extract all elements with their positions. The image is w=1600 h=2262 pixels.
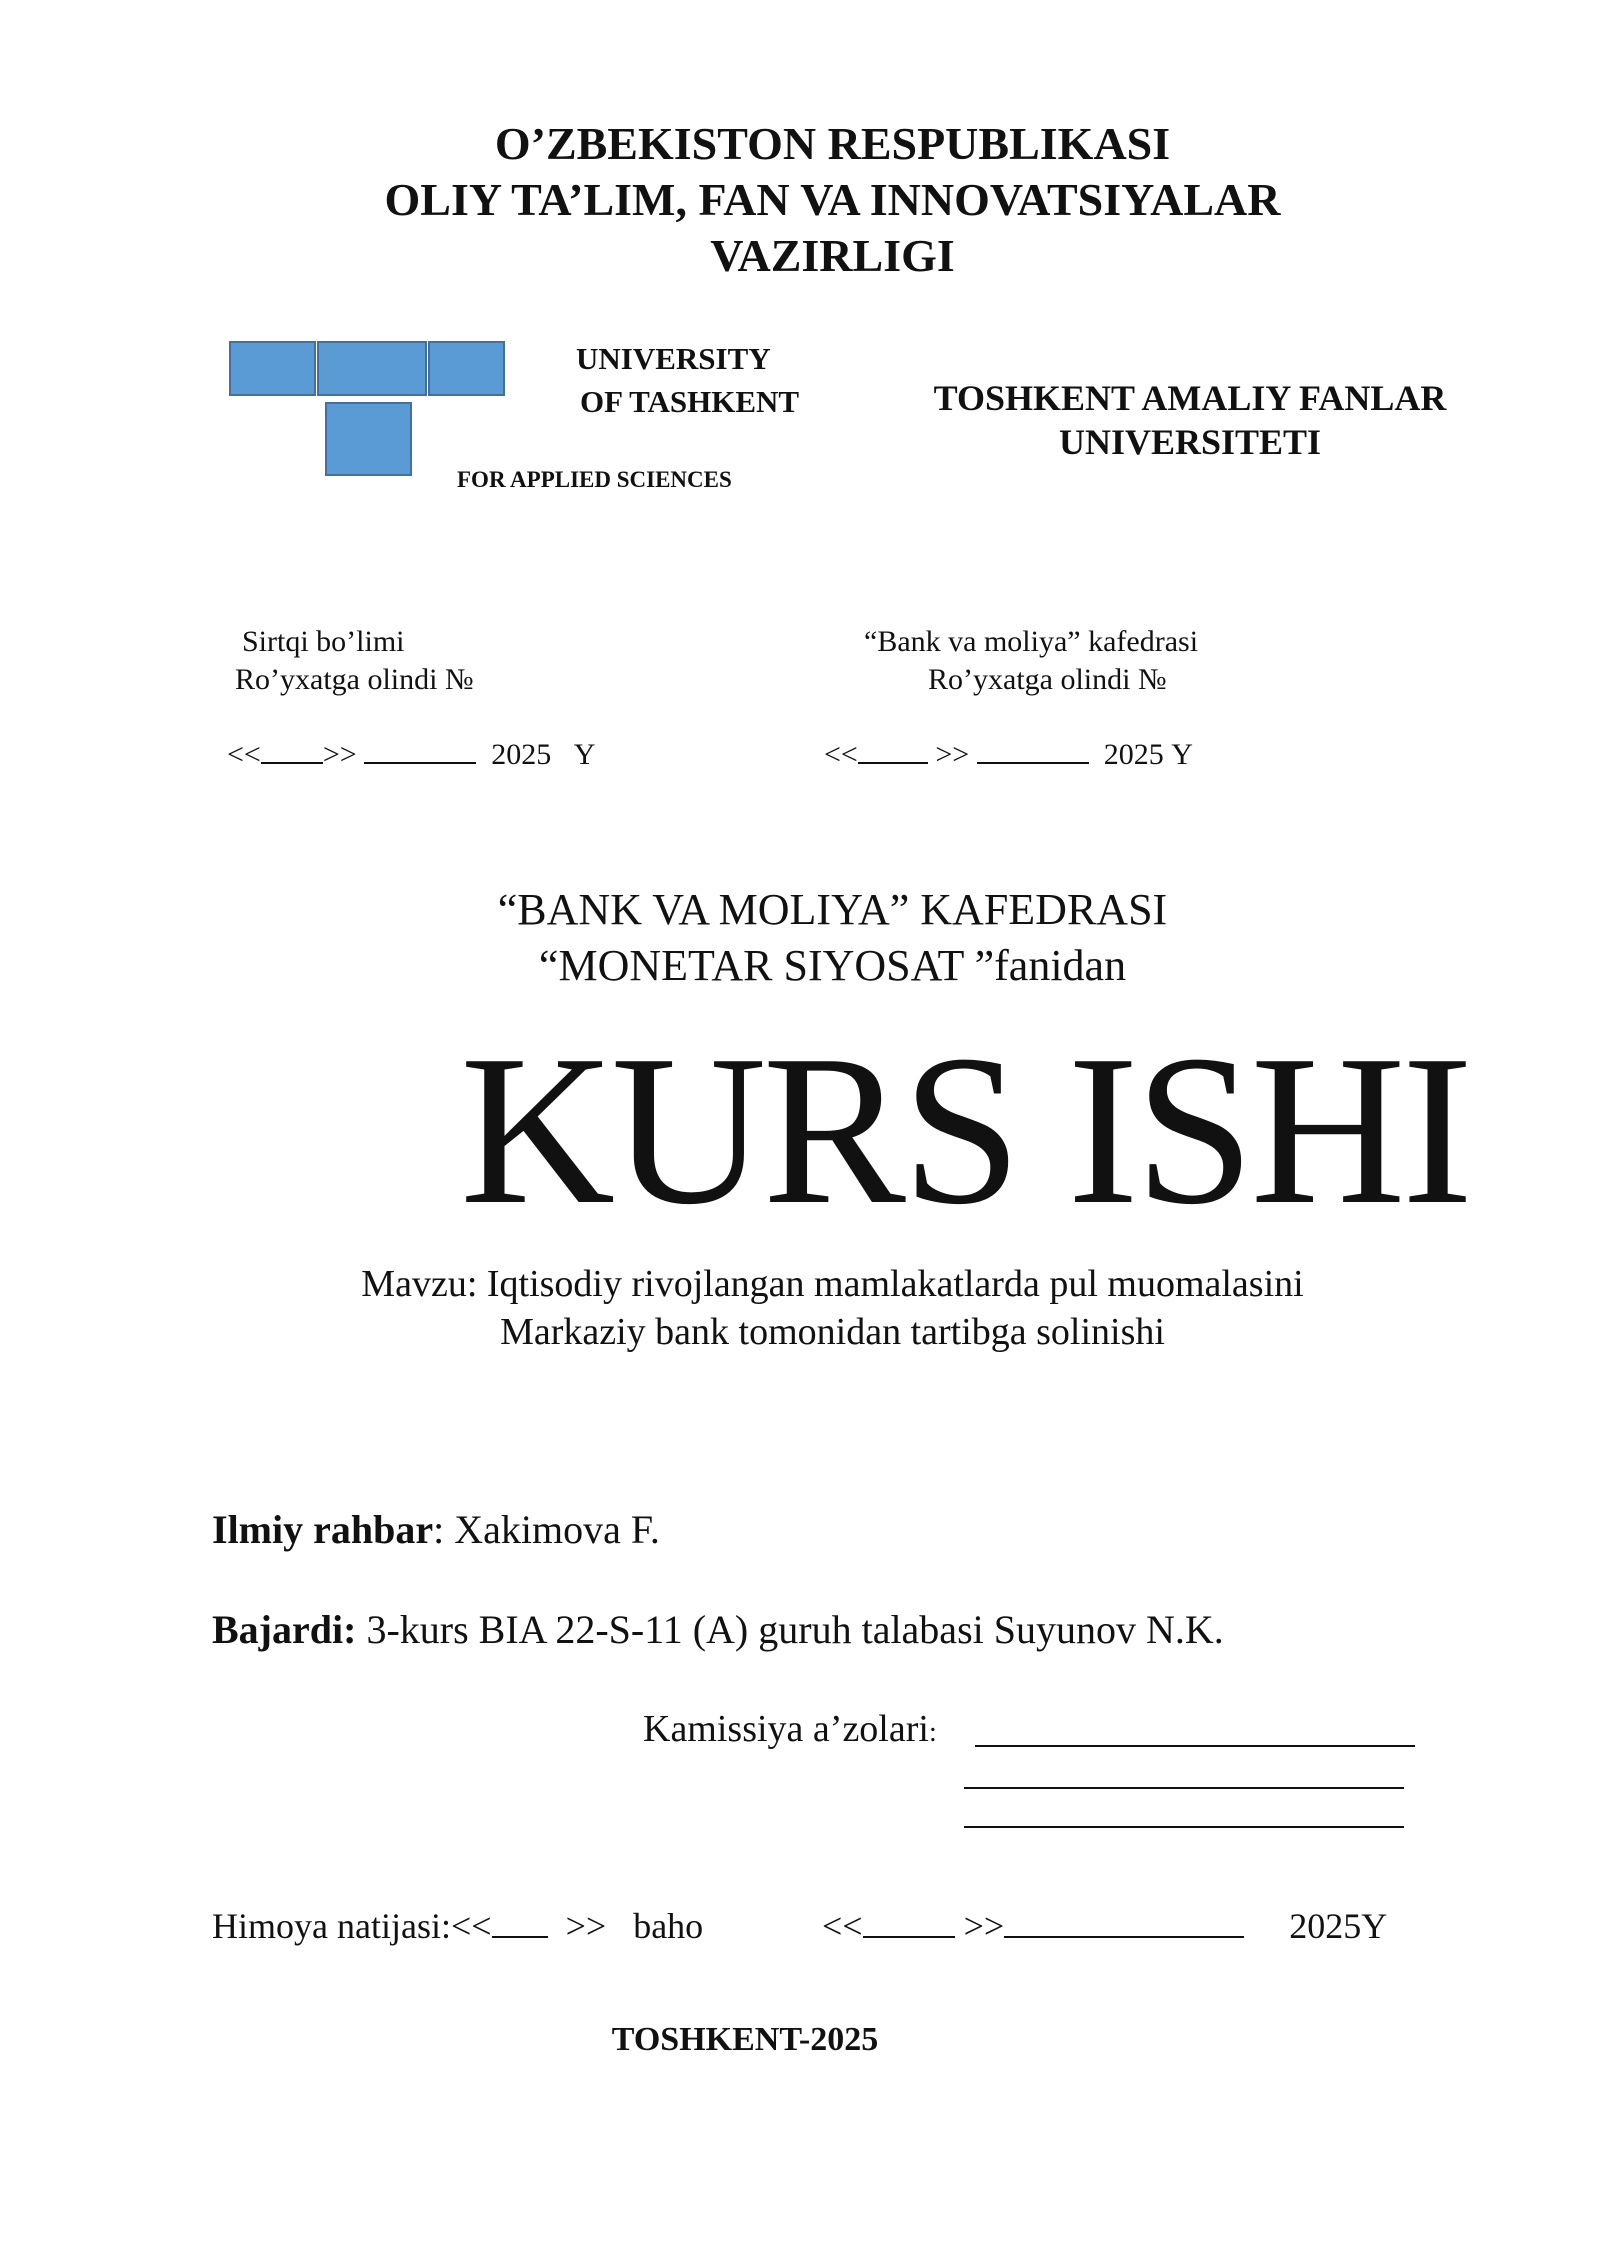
topic bbox=[0, 1260, 1600, 1356]
author-line bbox=[212, 1605, 1224, 1655]
right-year: 2025 bbox=[1103, 738, 1164, 771]
defense-grade-blank bbox=[492, 1912, 548, 1938]
left-date-open: << bbox=[227, 738, 261, 771]
commission-label: Kamissiya a’zolari bbox=[643, 1708, 929, 1750]
commission-colon: : bbox=[928, 1717, 937, 1748]
commission-line bbox=[643, 1705, 937, 1757]
defense-month-blank bbox=[1004, 1920, 1244, 1938]
defense-date-close: >> bbox=[963, 1906, 1005, 1946]
topic-line-1: Mavzu: Iqtisodiy rivojlangan mamlakatlarda pul muomalasini bbox=[361, 1263, 1304, 1305]
document-title: KURS ISHI bbox=[460, 1010, 1470, 1249]
defense-year: 2025Y bbox=[1289, 1906, 1388, 1946]
supervisor-line bbox=[212, 1505, 660, 1555]
topic-line-2: Markaziy bank tomonidan tartibga solinishi bbox=[500, 1311, 1165, 1353]
defense-grade-close: >> bbox=[565, 1906, 607, 1946]
supervisor-label: Ilmiy rahbar bbox=[212, 1507, 434, 1552]
university-name-line-2: UNIVERSITETI bbox=[1058, 422, 1322, 462]
left-year-suffix: Y bbox=[573, 738, 596, 771]
logo-block-top-right bbox=[428, 341, 505, 396]
right-month-blank bbox=[977, 736, 1089, 764]
commission-signature-line-1 bbox=[975, 1745, 1415, 1747]
right-registered: Ro’yxatga olindi № bbox=[928, 663, 1167, 696]
left-day-blank bbox=[261, 736, 323, 764]
university-name-line-1: TOSHKENT AMALIY FANLAR bbox=[933, 378, 1447, 418]
ministry-line-3: VAZIRLIGI bbox=[710, 230, 955, 281]
right-date-close: >> bbox=[935, 738, 970, 771]
defense-day-blank bbox=[863, 1920, 955, 1938]
left-date-close: >> bbox=[322, 738, 357, 771]
supervisor-value: : Xakimova F. bbox=[433, 1507, 660, 1552]
left-month-blank bbox=[364, 736, 476, 764]
right-date-line bbox=[824, 736, 1193, 774]
right-day-blank bbox=[858, 736, 928, 764]
defense-label: Himoya natijasi: bbox=[212, 1906, 451, 1946]
commission-signature-line-2 bbox=[964, 1787, 1404, 1789]
author-value: 3-kurs BIA 22-S-11 (A) guruh talabasi Suyunov N.K. bbox=[356, 1607, 1224, 1652]
defense-grade-open: << bbox=[450, 1906, 492, 1946]
logo-block-top-left bbox=[229, 341, 316, 396]
defense-grade-word: baho bbox=[633, 1906, 704, 1946]
defense-date-line bbox=[822, 1903, 1387, 1949]
right-year-suffix: Y bbox=[1171, 738, 1193, 771]
commission-signature-line-3 bbox=[964, 1826, 1404, 1828]
university-name bbox=[885, 376, 1495, 464]
subject-title: “MONETAR SIYOSAT ”fanidan bbox=[538, 941, 1127, 990]
kafedra-title: “BANK VA MOLIYA” KAFEDRASI bbox=[497, 885, 1168, 934]
ministry-header bbox=[0, 116, 1600, 284]
course-heading bbox=[0, 882, 1600, 994]
defense-line bbox=[212, 1903, 703, 1949]
logo-text-of-tashkent: OF TASHKENT bbox=[580, 384, 800, 419]
left-date-line bbox=[227, 736, 595, 774]
left-department: Sirtqi bo’limi bbox=[242, 625, 405, 658]
right-department: “Bank va moliya” kafedrasi bbox=[864, 625, 1199, 658]
logo-block-bottom bbox=[325, 402, 412, 476]
right-date-open: << bbox=[824, 738, 858, 771]
logo-text-applied-sciences: FOR APPLIED SCIENCES bbox=[457, 467, 732, 492]
defense-date-open: << bbox=[822, 1906, 863, 1946]
ministry-line-1: O’ZBEKISTON RESPUBLIKASI bbox=[494, 118, 1171, 169]
logo-block-top-center bbox=[317, 341, 427, 396]
left-year: 2025 bbox=[491, 738, 552, 771]
left-registered: Ro’yxatga olindi № bbox=[235, 663, 474, 696]
ministry-line-2: OLIY TA’LIM, FAN VA INNOVATSIYALAR bbox=[384, 174, 1281, 225]
footer-city-year: TOSHKENT-2025 bbox=[611, 2021, 879, 2058]
author-label: Bajardi: bbox=[212, 1607, 357, 1652]
logo-text-university: UNIVERSITY bbox=[576, 341, 771, 376]
